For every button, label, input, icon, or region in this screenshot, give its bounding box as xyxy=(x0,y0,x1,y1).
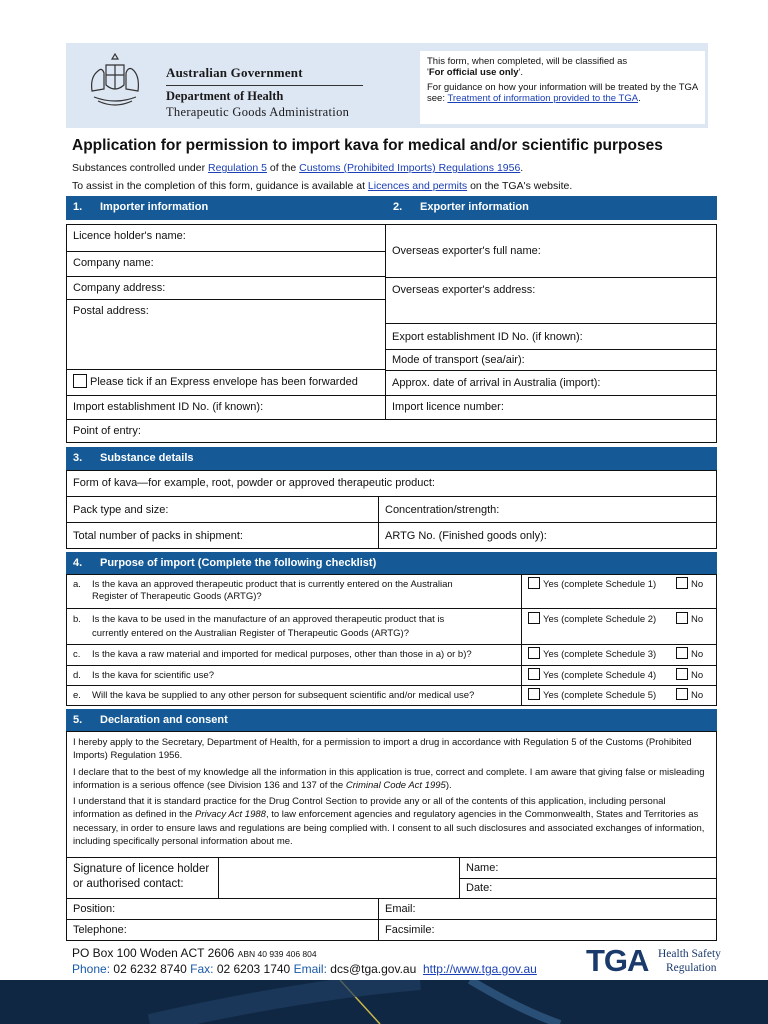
declaration-text xyxy=(66,731,717,858)
classification-note: This form, when completed, will be classified as 'For official use only'. xyxy=(427,56,628,78)
section-4-header: 4. Purpose of import (Complete the following checklist) xyxy=(66,552,717,576)
declaration-paragraph-2: I declare that to the best of my knowledge all the information in this application is true, correct and complete. I am aware that giving false or misleading information is a serious offence (see Division 136 and 137 of the Criminal Code Act 1995). xyxy=(73,766,705,791)
agency-name: Therapeutic Goods Administration xyxy=(166,105,350,119)
footer-contact xyxy=(72,946,537,976)
export-establishment-id-field[interactable]: Export establishment ID No. (if known): xyxy=(385,323,717,350)
footer-band xyxy=(0,980,768,1024)
licence-holder-field[interactable]: Licence holder's name: xyxy=(66,224,386,252)
total-packs-field[interactable]: Total number of packs in shipment: xyxy=(66,522,379,549)
point-of-entry-field[interactable]: Point of entry: xyxy=(66,419,717,443)
email-field[interactable]: Email: xyxy=(378,898,717,920)
question-e-options: Yes (complete Schedule 5) No xyxy=(521,685,717,706)
footer-abn: ABN 40 939 406 804 xyxy=(237,949,317,959)
footer-decoration xyxy=(0,980,768,1024)
question-a-no-checkbox[interactable] xyxy=(676,577,688,589)
government-title: Australian Government xyxy=(166,65,303,80)
header-banner xyxy=(66,43,708,128)
question-a: a. Is the kava an approved therapeutic product that is currently entered on the Australian Register of Therapeutic Goods (ARTG)? xyxy=(66,574,522,609)
date-field[interactable]: Date: xyxy=(459,878,717,899)
question-a-options: Yes (complete Schedule 1) No xyxy=(521,574,717,609)
licences-permits-link[interactable]: Licences and permits xyxy=(367,180,468,192)
declaration-paragraph-3: I understand that it is standard practice for the Drug Control Section to provide any or all of the contents of this application, including personal information as defined in the Privacy Act 1988, to law enforcement agencies and regulatory agencies in the Commonwealth, States and Territories as necessary, in order to ensure laws and regulations are being complied with. I consent to all such disclosures and associated exchanges of information, including specifically personal information about me. xyxy=(73,796,705,848)
import-licence-number-field[interactable]: Import licence number: xyxy=(385,395,717,420)
department-name: Department of Health xyxy=(166,89,284,103)
exporter-address-field[interactable]: Overseas exporter's address: xyxy=(385,277,717,324)
regulation-5-link[interactable]: Regulation 5 xyxy=(208,162,267,174)
footer-address: PO Box 100 Woden ACT 2606 ABN 40 939 406 804 xyxy=(72,946,317,960)
question-d-options: Yes (complete Schedule 4) No xyxy=(521,665,717,686)
tga-logo: TGA Health Safety Regulation xyxy=(586,943,721,978)
facsimile-field[interactable]: Facsimile: xyxy=(378,919,717,941)
question-b-yes-checkbox[interactable] xyxy=(528,612,540,624)
question-a-yes-checkbox[interactable] xyxy=(528,577,540,589)
section-1-2-header: 1. Importer information 2. Exporter information xyxy=(66,196,717,220)
question-c-options: Yes (complete Schedule 3) No xyxy=(521,644,717,666)
question-b-no-checkbox[interactable] xyxy=(676,612,688,624)
section-1-title: Importer information xyxy=(100,201,209,213)
guidance-note: For guidance on how your information will be treated by the TGA see: Treatment of information provided to the TGA. xyxy=(427,82,698,104)
intro-line-2: To assist in the completion of this form, guidance is available at Licences and permits on the TGA's website. xyxy=(72,180,573,192)
kava-form-field[interactable]: Form of kava—for example, root, powder or approved therapeutic product: xyxy=(66,470,717,497)
section-4-title: Purpose of import (Complete the following checklist) xyxy=(100,557,377,569)
classification-box xyxy=(420,51,705,124)
transport-mode-field[interactable]: Mode of transport (sea/air): xyxy=(385,349,717,371)
question-b-options: Yes (complete Schedule 2) No xyxy=(521,608,717,645)
tga-website-link[interactable]: http://www.tga.gov.au xyxy=(422,962,537,976)
express-envelope-row: Please tick if an Express envelope has been forwarded xyxy=(66,369,386,396)
footer-contacts-line: Phone: 02 6232 8740 Fax: 02 6203 1740 Email: dcs@tga.gov.au http://www.tga.gov.au xyxy=(72,962,537,976)
section-3-header: 3. Substance details xyxy=(66,447,717,471)
question-b: b. Is the kava to be used in the manufacture of an approved therapeutic product that is currently entered on the Australian Register of Therapeutic Goods (ARTG)? xyxy=(66,608,522,645)
name-field[interactable]: Name: xyxy=(459,857,717,879)
question-d-no-checkbox[interactable] xyxy=(676,668,688,680)
question-e-yes-checkbox[interactable] xyxy=(528,688,540,700)
header-divider xyxy=(166,85,363,86)
telephone-field[interactable]: Telephone: xyxy=(66,919,379,941)
arrival-date-field[interactable]: Approx. date of arrival in Australia (import): xyxy=(385,370,717,396)
customs-regulations-link[interactable]: Customs (Prohibited Imports) Regulations 1956 xyxy=(299,162,521,174)
section-5-title: Declaration and consent xyxy=(100,714,228,726)
page-title: Application for permission to import kava for medical and/or scientific purposes xyxy=(72,137,663,154)
intro-line-1: Substances controlled under Regulation 5 of the Customs (Prohibited Imports) Regulations 1956. xyxy=(72,162,524,174)
artg-number-field[interactable]: ARTG No. (Finished goods only): xyxy=(378,522,717,549)
position-field[interactable]: Position: xyxy=(66,898,379,920)
question-d-yes-checkbox[interactable] xyxy=(528,668,540,680)
declaration-paragraph-1: I hereby apply to the Secretary, Department of Health, for a permission to import a drug in accordance with Regulation 5 of the Customs (Prohibited Imports) Regulation 1956. xyxy=(73,737,692,762)
postal-address-field[interactable]: Postal address: xyxy=(66,299,386,370)
question-d: d. Is the kava for scientific use? xyxy=(66,665,522,686)
concentration-field[interactable]: Concentration/strength: xyxy=(378,496,717,523)
coat-of-arms-icon xyxy=(84,51,146,113)
company-name-field[interactable]: Company name: xyxy=(66,251,386,277)
question-e-no-checkbox[interactable] xyxy=(676,688,688,700)
question-c: c. Is the kava a raw material and imported for medical purposes, other than those in a) or b)? xyxy=(66,644,522,666)
company-address-field[interactable]: Company address: xyxy=(66,276,386,300)
question-c-no-checkbox[interactable] xyxy=(676,647,688,659)
express-envelope-checkbox[interactable] xyxy=(73,374,87,388)
section-2-title: Exporter information xyxy=(420,201,529,213)
exporter-name-field[interactable]: Overseas exporter's full name: xyxy=(385,224,717,278)
footer-email[interactable]: dcs@tga.gov.au xyxy=(330,962,417,976)
question-e: e. Will the kava be supplied to any other person for subsequent scientific and/or medical use? xyxy=(66,685,522,706)
pack-type-field[interactable]: Pack type and size: xyxy=(66,496,379,523)
section-3-title: Substance details xyxy=(100,452,194,464)
section-5-header: 5. Declaration and consent xyxy=(66,709,717,733)
import-establishment-id-field[interactable]: Import establishment ID No. (if known): xyxy=(66,395,386,420)
signature-label: Signature of licence holder or authorised contact: xyxy=(66,857,219,899)
question-c-yes-checkbox[interactable] xyxy=(528,647,540,659)
signature-field[interactable] xyxy=(218,857,460,899)
treatment-of-information-link[interactable]: Treatment of information provided to the TGA xyxy=(447,93,639,104)
